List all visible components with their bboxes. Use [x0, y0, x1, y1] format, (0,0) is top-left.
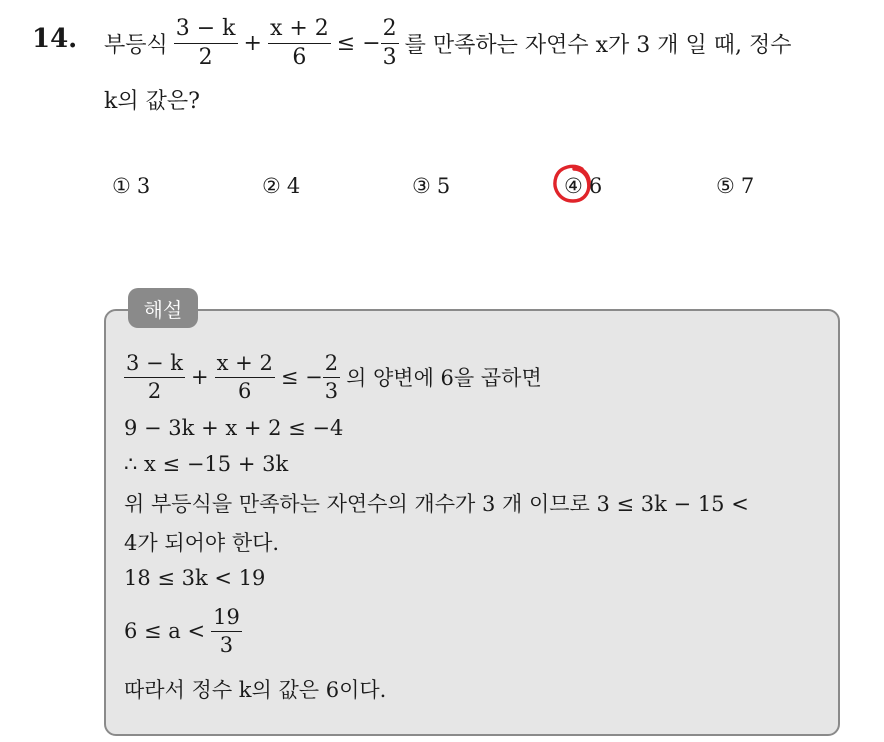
- choice-value: 6: [588, 174, 603, 198]
- choice-2[interactable]: [262, 174, 300, 198]
- choice-5[interactable]: [716, 174, 754, 198]
- choice-marker: ①: [112, 174, 131, 198]
- fraction-denominator: 3: [219, 632, 234, 657]
- fraction-3-minus-k-over-2: [174, 17, 238, 68]
- question-text-line1: [104, 8, 792, 78]
- solution-line-6: 18 ≤ 3k < 19: [124, 566, 266, 590]
- fraction-denominator: 3: [382, 44, 397, 70]
- solution-line-5: 4가 되어야 한다.: [124, 531, 280, 555]
- choice-marker: ②: [262, 174, 281, 198]
- solution-line-1: [124, 344, 542, 410]
- fraction-denominator: 2: [147, 378, 162, 403]
- fraction-numerator: x + 2: [268, 17, 331, 43]
- selected-answer-circle-icon: [552, 163, 594, 205]
- choice-marker: ③: [412, 174, 431, 198]
- fraction-2-over-3: [381, 17, 399, 68]
- fraction-numerator: 2: [323, 352, 340, 377]
- solution-line-4: 위 부등식을 만족하는 자연수의 개수가 3 개 이므로 3 ≤ 3k − 15 <: [124, 492, 749, 516]
- choice-3[interactable]: [412, 174, 450, 198]
- solution-line-8: 따라서 정수 k의 값은 6이다.: [124, 678, 387, 702]
- question-text-line2: k의 값은?: [104, 89, 200, 114]
- choice-marker: ④: [564, 174, 583, 198]
- fraction-numerator: x + 2: [215, 352, 275, 377]
- inequality-sign: ≤ −: [280, 365, 323, 389]
- inequality-sign: ≤ −: [336, 30, 381, 56]
- plus-sign: +: [191, 365, 209, 389]
- fraction-numerator: 3 − k: [124, 352, 185, 377]
- fraction-19-over-3: [211, 606, 242, 655]
- fraction-x-plus-2-over-6: [215, 352, 275, 401]
- question-number: 14.: [32, 24, 78, 54]
- fraction-numerator: 19: [211, 606, 242, 631]
- fraction-denominator: 6: [292, 44, 307, 70]
- solution-line-7: [124, 598, 242, 664]
- choice-value: 7: [740, 174, 755, 198]
- question-suffix: 를 만족하는 자연수 x가 3 개 일 때, 정수: [404, 32, 792, 58]
- choice-1[interactable]: [112, 174, 150, 198]
- fraction-2-over-3: [323, 352, 340, 401]
- choice-value: 3: [136, 174, 151, 198]
- fraction-numerator: 2: [381, 17, 399, 43]
- solution-line-7-prefix: 6 ≤ a <: [124, 619, 206, 643]
- plus-sign: +: [243, 30, 262, 56]
- question-prefix: 부등식: [104, 32, 168, 58]
- fraction-denominator: 6: [238, 378, 252, 403]
- choice-marker: ⑤: [716, 174, 735, 198]
- solution-line-3: ∴ x ≤ −15 + 3k: [124, 452, 289, 476]
- fraction-numerator: 3 − k: [174, 17, 238, 43]
- fraction-x-plus-2-over-6: [268, 17, 331, 68]
- fraction-denominator: 3: [324, 378, 339, 403]
- solution-line-2: 9 − 3k + x + 2 ≤ −4: [124, 416, 344, 440]
- solution-tag: 해설: [128, 288, 198, 328]
- choice-value: 5: [436, 174, 451, 198]
- fraction-denominator: 2: [198, 44, 213, 70]
- solution-line-1-text: 의 양변에 6을 곱하면: [346, 366, 542, 390]
- choice-value: 4: [286, 174, 301, 198]
- fraction-3-minus-k-over-2: [124, 352, 185, 401]
